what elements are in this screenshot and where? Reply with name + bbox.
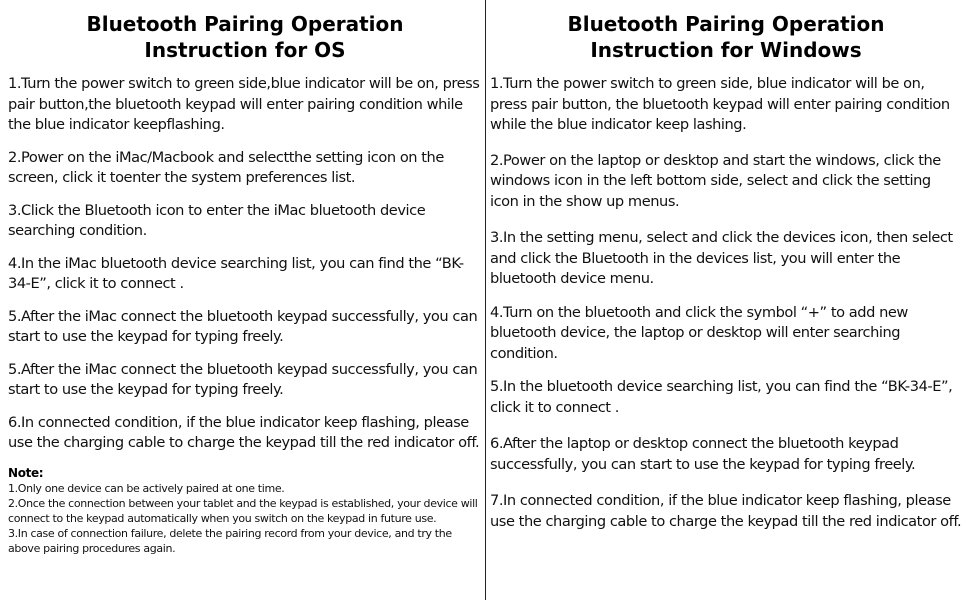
- note-title: Note:: [8, 465, 44, 480]
- os-step-1: 1.Turn the power switch to green side,blue indicator will be on, press pair button,the bluetooth keypad will enter pairing condition while the blue indicator keepflashing.: [8, 75, 480, 133]
- note-item-3: 3.In case of connection failure, delete the pairing record from your device, and try the above pairing procedures again.: [8, 526, 452, 555]
- os-step-6: 6.In connected condition, if the blue indicator keep flashing, please use the charging cable to charge the keypad till the red indicator off.: [8, 413, 480, 451]
- windows-title: [490, 11, 962, 63]
- os-instructions-column: [8, 0, 482, 556]
- note-item-1: 1.Only one device can be actively paired at one time.: [8, 481, 285, 495]
- os-step-4: 4.In the iMac bluetooth device searching list, you can find the “BK-34-E”, click it to connect .: [8, 254, 464, 292]
- windows-step-7: 7.In connected condition, if the blue indicator keep flashing, please use the charging cable to charge the keypad till the red indicator off.: [490, 492, 962, 530]
- os-step-3: 3.Click the Bluetooth icon to enter the iMac bluetooth device searching condition.: [8, 201, 426, 239]
- windows-instructions-column: [490, 0, 962, 532]
- os-step-5: 5.After the iMac connect the bluetooth keypad successfully, you can start to use the keypad for typing freely.: [8, 307, 478, 345]
- note-section: [8, 466, 482, 556]
- windows-step-5: 5.In the bluetooth device searching list, you can find the “BK-34-E”, click it to connect .: [490, 378, 953, 416]
- windows-step-1: 1.Turn the power switch to green side, blue indicator will be on, press pair button, the bluetooth keypad will enter pairing condition while the blue indicator keep lashing.: [490, 75, 950, 133]
- windows-title-line1: Bluetooth Pairing Operation: [567, 12, 885, 36]
- os-step-2: 2.Power on the iMac/Macbook and selectthe setting icon on the screen, click it toenter the system preferences list.: [8, 148, 444, 186]
- windows-step-3: 3.In the setting menu, select and click the devices icon, then select and click the Bluetooth in the devices list, you will enter the bluetooth device menu.: [490, 229, 953, 287]
- os-step-5-repeat: 5.After the iMac connect the bluetooth keypad successfully, you can start to use the keypad for typing freely.: [8, 360, 478, 398]
- os-title: [8, 11, 482, 63]
- windows-step-4: 4.Turn on the bluetooth and click the symbol “+” to add new bluetooth device, the laptop or desktop will enter searching condition.: [490, 303, 908, 362]
- windows-step-6: 6.After the laptop or desktop connect the bluetooth keypad successfully, you can start to use the keypad for typing freely.: [490, 435, 916, 473]
- note-item-2: 2.Once the connection between your tablet and the keypad is established, your device will connect to the keypad automatically when you switch on the keypad in future use.: [8, 496, 478, 525]
- windows-title-line2: Instruction for Windows: [590, 38, 862, 62]
- os-title-line2: Instruction for OS: [144, 38, 346, 62]
- column-divider: [485, 0, 486, 600]
- os-title-line1: Bluetooth Pairing Operation: [86, 12, 404, 36]
- windows-step-2: 2.Power on the laptop or desktop and start the windows, click the windows icon in the left bottom side, select and click the setting icon in the show up menus.: [490, 151, 941, 210]
